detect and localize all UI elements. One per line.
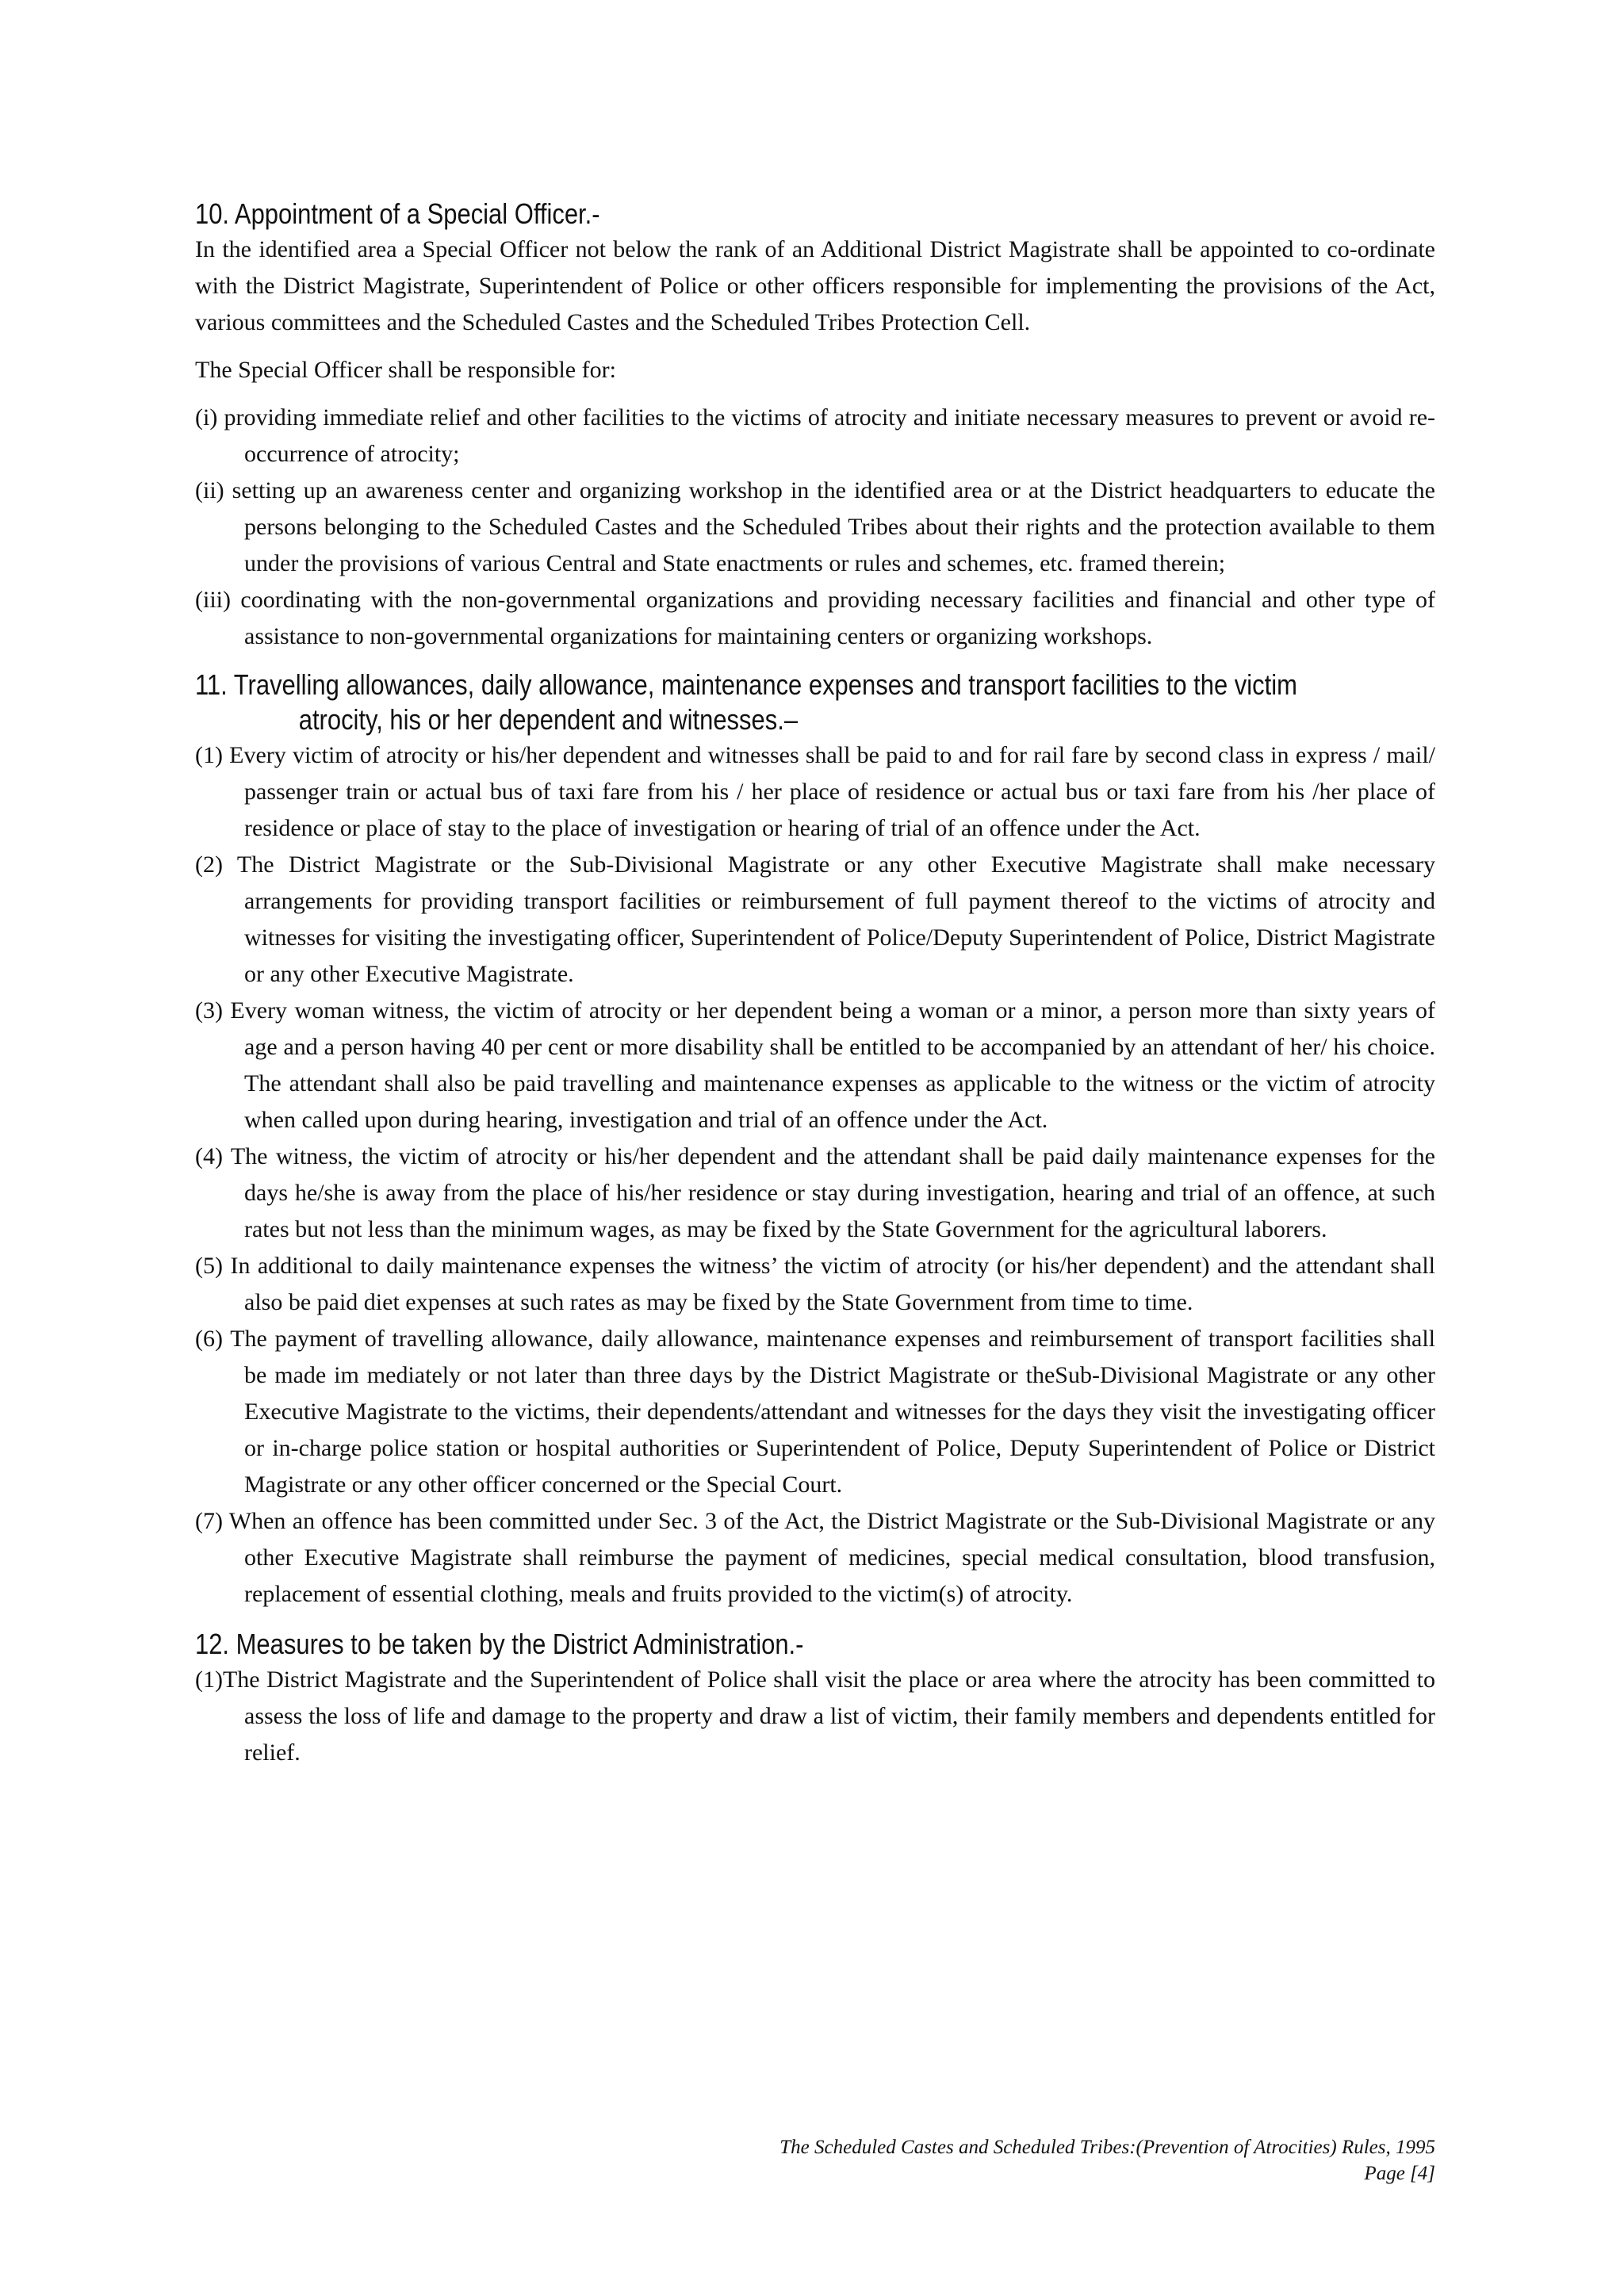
footer-document-title: The Scheduled Castes and Scheduled Tribes:(Prevention of Atrocities) Rules, 1995 (779, 2137, 1435, 2158)
list-item: (3) Every woman witness, the victim of atrocity or her dependent being a woman or a minor, a person more than sixty years of age and a person having 40 per cent or more disability shall be entitled to be accompanied by an attendant of her/ his choice. The attendant shall also be paid travelling and maintenance expenses as applicable to the witness or the victim of atrocity when called upon during hearing, investigation and trial of an offence under the Act. (195, 997, 1435, 1133)
list-item: (ii) setting up an awareness center and organizing workshop in the identified area or at the District headquarters to educate the persons belonging to the Scheduled Castes and the Scheduled Tribes about their rights and the protection available to them under the provisions of various Central and State enactments or rules and schemes, etc. framed therein; (195, 477, 1435, 576)
list-item: (7) When an offence has been committed under Sec. 3 of the Act, the District Magistrate or the Sub-Divisional Magistrate or any other Executive Magistrate shall reimburse the payment of medicines, special medical consultation, blood transfusion, replacement of essential clothing, meals and fruits provided to the victim(s) of atrocity. (195, 1508, 1435, 1607)
section-10-lead: The Special Officer shall be responsible for: (195, 357, 616, 383)
list-item: (1)The District Magistrate and the Superintendent of Police shall visit the place or area where the atrocity has been committed to assess the loss of life and damage to the property and draw a list of victim, their family members and dependents entitled for relief. (195, 1667, 1435, 1766)
section-11-heading (195, 668, 1409, 737)
footer-page-number: Page [4] (1364, 2163, 1435, 2184)
section-10-heading: 10. Appointment of a Special Officer.- (195, 197, 600, 230)
section-11-list (195, 737, 1435, 1613)
list-item: (6) The payment of travelling allowance, daily allowance, maintenance expenses and reimbursement of transport facilities shall be made im mediately or not later than three days by the District Magistrate or theSub-Divisional Magistrate or any other Executive Magistrate to the victims, their dependents/attendant and witnesses for the days they visit the investigating officer or in-charge police station or hospital authorities or Superintendent of Police, Deputy Superintendent of Police or District Magistrate or any other officer concerned or the Special Court. (195, 1326, 1435, 1498)
section-12-heading: 12. Measures to be taken by the District Administration.- (195, 1628, 804, 1660)
list-item: (1) Every victim of atrocity or his/her dependent and witnesses shall be paid to and for rail fare by second class in express / mail/ passenger train or actual bus of taxi fare from his / her place of residence or actual bus or taxi fare from his /her place of residence or place of stay to the place of investigation or hearing of trial of an offence under the Act. (195, 742, 1435, 841)
section-10-list (195, 400, 1435, 655)
document-page (195, 197, 1435, 1771)
section-12-list (195, 1662, 1435, 1771)
section-11-heading-line-2: atrocity, his or her dependent and witnesses.– (298, 703, 799, 736)
section-10-intro: In the identified area a Special Officer not below the rank of an Additional District Magistrate shall be appointed to co-ordinate with the District Magistrate, Superintendent of Police or other officers responsible for implementing the provisions of the Act, various committees and the Scheduled Castes and the Scheduled Tribes Protection Cell. (195, 236, 1435, 335)
page-footer (779, 2134, 1435, 2187)
list-item: (4) The witness, the victim of atrocity or his/her dependent and the attendant shall be paid daily maintenance expenses for the days he/she is away from the place of his/her residence or stay during investigation, hearing and trial of an offence, at such rates but not less than the minimum wages, as may be fixed by the State Government for the agricultural laborers. (195, 1143, 1435, 1242)
section-11-heading-line-1: 11. Travelling allowances, daily allowance, maintenance expenses and transport facilities to the victim (195, 668, 1297, 701)
list-item: (iii) coordinating with the non-governmental organizations and providing necessary facilities and financial and other type of assistance to non-governmental organizations for maintaining centers or organizing workshops. (195, 587, 1435, 649)
list-item: (5) In additional to daily maintenance expenses the witness’ the victim of atrocity (or his/her dependent) and the attendant shall also be paid diet expenses at such rates as may be fixed by the State Government from time to time. (195, 1253, 1435, 1315)
list-item: (2) The District Magistrate or the Sub-Divisional Magistrate or any other Executive Magistrate shall make necessary arrangements for providing transport facilities or reimbursement of full payment thereof to the victims of atrocity and witnesses for visiting the investigating officer, Superintendent of Police/Deputy Superintendent of Police, District Magistrate or any other Executive Magistrate. (195, 851, 1435, 987)
list-item: (i) providing immediate relief and other facilities to the victims of atrocity and initiate necessary measures to prevent or avoid re-occurrence of atrocity; (195, 404, 1435, 467)
